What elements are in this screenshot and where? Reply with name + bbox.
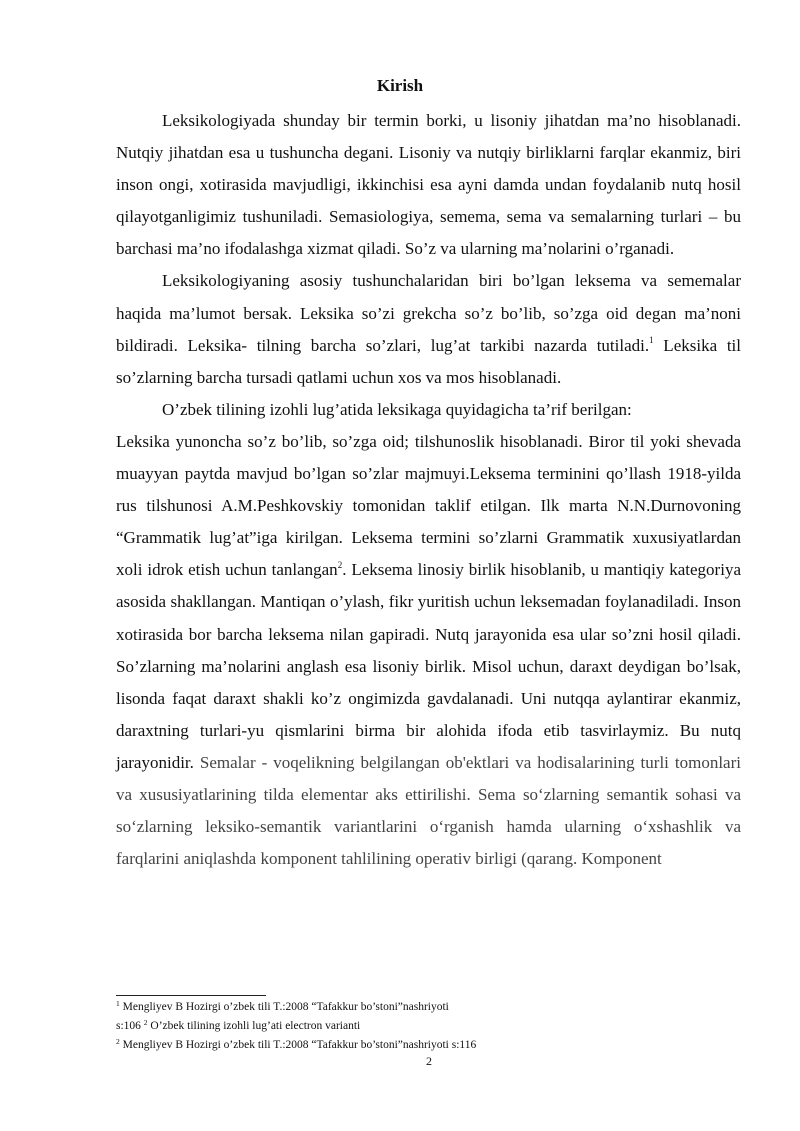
footnote-1-cont-text: s:106 <box>116 1020 144 1032</box>
paragraph-2-text-a: Leksikologiyaning asosiy tushunchalaridan biri bo’lgan leksema va sememalar haqida ma’lumot bersak. Leksika so’zi grekcha so’z bo’lib, so’zga oid degan ma’noni bildiradi. Leksika- tilning barcha so’zlari, lug’at tarkibi nazarda tutiladi. <box>116 271 741 355</box>
footnote-2-mark: 2 <box>116 1037 120 1046</box>
paragraph-4-text-b: . Leksema linosiy birlik hisoblanib, u mantiqiy kategoriya asosida shakllangan. Mantiqan o’ylash, fikr yuritish uchun leksemadan foylanadiladi. Inson xotirasida bor barcha leksema nilan gapiradi. Nutq jarayonida esa ular so’zni hosil qiladi. So’zlarning ma’nolarini anglash esa lisoniy birlik. Misol uchun, daraxt deydigan bo’lsak, lisonda faqat daraxt shakli ko’z ongimizda gavdalanadi. Uni nutqqa aylantirar ekanmiz, daraxtning turlari-yu qismlarini birma bir alohida ifoda etib tasvirlaymiz. Bu nutq jarayonidir. <box>116 560 741 772</box>
paragraph-2-text-b: Leksika til so’zlarning barcha tursadi qatlami uchun xos va mos hisoblanadi. <box>116 335 741 387</box>
body-text <box>116 105 741 875</box>
page-title: Kirish <box>376 76 424 95</box>
footnote-1b-text: O’zbek tilining izohli lug’ati electron varianti <box>147 1020 361 1032</box>
footnote-1b-mark: 2 <box>143 1018 148 1027</box>
paragraph-3: O’zbek tilining izohli lug’atida leksikaga quyidagicha ta’rif berilgan: <box>162 399 632 419</box>
page-number: 2 <box>426 1054 432 1068</box>
footnote-1-text: Mengliyev B Hozirgi o’zbek tili T.:2008 “Tafakkur bo’stoni”nashriyoti <box>119 1001 449 1013</box>
footnote-1-mark: 1 <box>116 999 120 1008</box>
footnote-separator <box>116 995 266 996</box>
paragraph-2 <box>116 265 741 393</box>
paragraph-1: Leksikologiyada shunday bir termin borki, u lisoniy jihatdan ma’no hisoblanadi. Nutqiy jihatdan esa u tushuncha degani. Lisoniy va nutqiy birliklarni farqlar ekanmiz, biri inson ongi, xotirasida mavjudligi, ikkinchisi esa ayni damda undan foydalanib nutq hosil qilayotganligimiz tushuniladi. Semasiologiya, semema, sema va semalarning turlari – bu barchasi ma’no ifodalashga xizmat qiladi. So’z va ularning ma’nolarini o’rganadi. <box>116 111 741 259</box>
footnote-1-continued <box>116 1017 676 1036</box>
footnote-ref-2: 2 <box>337 559 343 570</box>
paragraph-4-text-c: Semalar - voqelikning belgilangan ob'ektlari va hodisalarining turli tomonlari va xususiyatlarining tilda elementar aks ettirilishi. Sema so‘zlarning semantik sohasi va so‘zlarning leksiko-semantik variantlarini o‘rganish hamda ularning o‘xshashlik va farqlarini aniqlashda komponent tahlilining operativ birligi (qarang. Komponent <box>116 752 741 869</box>
paragraph-4 <box>116 426 741 875</box>
footnote-ref-1: 1 <box>649 335 654 345</box>
paragraph-4-text-a: Leksika yunoncha so’z bo’lib, so’zga oid; tilshunoslik hisoblanadi. Biror til yoki shevada muayyan paytda mavjud bo’lgan so’zlar majmuyi.Leksema terminini qo’llash 1918-yilda rus tilshunosi A.M.Peshkovskiy tomonidan taklif etilgan. Ilk marta N.N.Durnovoning “Grammatik lug’at”iga kirilgan. Leksema termini so’zlarni Grammatik xuxusiyatlardan xoli idrok etish uchun tanlangan <box>116 431 741 580</box>
footnotes <box>116 998 676 1055</box>
footnote-1 <box>116 998 676 1017</box>
footnote-2 <box>116 1036 676 1055</box>
footnote-2-text: Mengliyev B Hozirgi o’zbek tili T.:2008 “Tafakkur bo’stoni”nashriyoti s:116 <box>119 1039 477 1051</box>
